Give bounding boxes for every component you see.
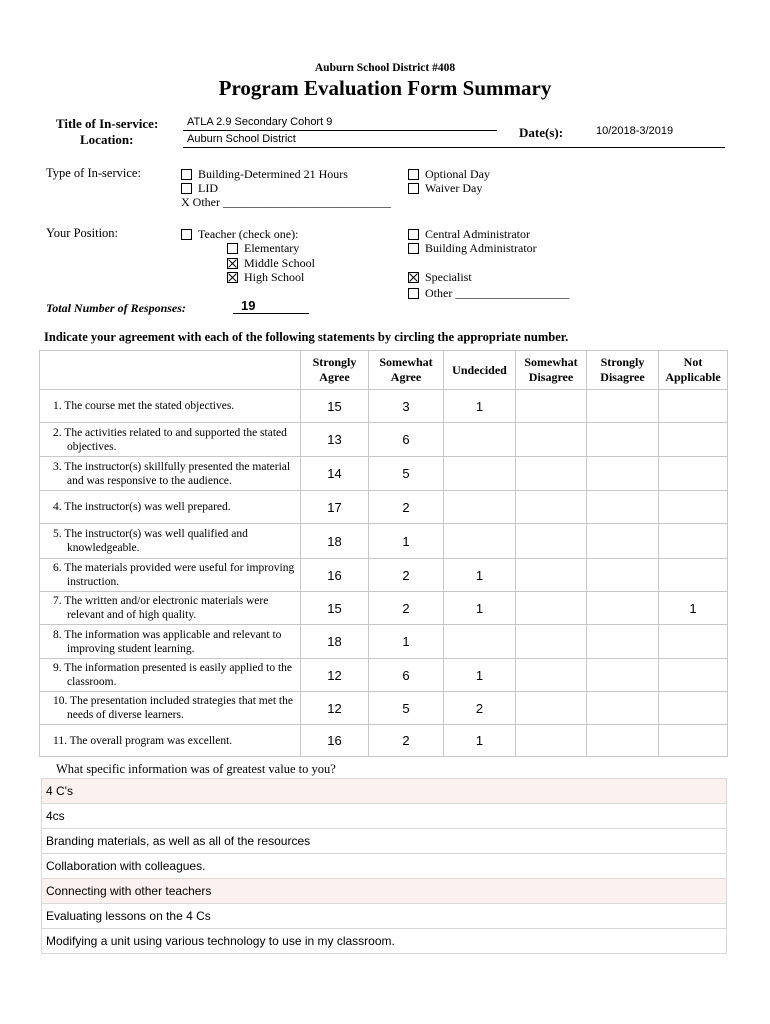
info-underline [183,147,725,148]
table-row [40,692,728,725]
cell-strongly-disagree [587,491,659,524]
cell-undecided [444,625,516,659]
header-not-applicable: Not Applicable [659,351,728,390]
inservice-option-waiver-day[interactable]: Waiver Day [408,180,482,196]
cell-undecided: 1 [444,390,516,423]
position-high-school[interactable]: High School [227,269,304,285]
statement-cell: 11. The overall program was excellent. [40,725,301,757]
cell-strongly-disagree [587,457,659,491]
cell-somewhat-disagree [516,659,587,692]
checked-checkbox-icon [408,272,419,283]
answer-text: Modifying a unit using various technology to use in my classroom. [42,929,727,954]
cell-strongly-disagree [587,390,659,423]
responses-label: Total Number of Responses: [46,301,186,315]
statement-cell: 5. The instructor(s) was well qualified and knowledgeable. [40,524,301,559]
list-item [42,854,727,879]
cell-not-applicable [659,625,728,659]
statement-cell: 10. The presentation included strategies that met the needs of diverse learners. [40,692,301,725]
responses-count: 19 [233,298,309,314]
location-value: Auburn School District [187,133,296,145]
cell-undecided [444,491,516,524]
table-row [40,725,728,757]
list-item [42,904,727,929]
statement-cell: 9. The information presented is easily applied to the classroom. [40,659,301,692]
list-item [42,829,727,854]
answers-list [41,778,727,954]
checked-checkbox-icon [227,272,238,283]
dates-label: Date(s): [519,125,564,140]
cell-somewhat-agree: 2 [369,725,444,757]
cell-somewhat-agree: 5 [369,692,444,725]
cell-strongly-agree: 16 [301,559,369,592]
dates-value: 10/2018-3/2019 [596,125,674,137]
table-row [40,659,728,692]
cell-strongly-agree: 15 [301,390,369,423]
table-row [40,423,728,457]
list-item [42,804,727,829]
checkbox-icon [227,243,238,254]
header-strongly-disagree: Strongly Disagree [587,351,659,390]
checkbox-icon [181,229,192,240]
title-label: Title of In-service: [56,116,159,131]
cell-somewhat-disagree [516,559,587,592]
cell-not-applicable [659,692,728,725]
position-elementary[interactable]: Elementary [227,240,299,256]
cell-somewhat-disagree [516,491,587,524]
cell-strongly-disagree [587,423,659,457]
checkbox-icon [408,169,419,180]
statement-cell: 1. The course met the stated objectives. [40,390,301,423]
inservice-option-optional-day[interactable]: Optional Day [408,166,490,182]
position-middle-school[interactable]: Middle School [227,255,315,271]
answer-text: 4cs [42,804,727,829]
cell-strongly-agree: 12 [301,659,369,692]
position-central-admin[interactable]: Central Administrator [408,226,530,242]
cell-strongly-disagree [587,524,659,559]
inservice-label: Type of In-service: [46,166,141,180]
cell-somewhat-agree: 1 [369,625,444,659]
ratings-table [39,350,728,757]
cell-undecided: 1 [444,659,516,692]
list-item [42,879,727,904]
cell-strongly-agree: 14 [301,457,369,491]
cell-not-applicable [659,491,728,524]
table-row [40,625,728,659]
cell-undecided [444,423,516,457]
statement-cell: 2. The activities related to and supported the stated objectives. [40,423,301,457]
cell-somewhat-disagree [516,457,587,491]
table-row [40,559,728,592]
checkbox-icon [408,288,419,299]
checkbox-icon [408,243,419,254]
cell-undecided [444,524,516,559]
cell-not-applicable [659,390,728,423]
title-value: ATLA 2.9 Secondary Cohort 9 [187,116,333,128]
cell-somewhat-agree: 3 [369,390,444,423]
cell-somewhat-disagree [516,423,587,457]
checkbox-icon [408,183,419,194]
cell-somewhat-disagree [516,524,587,559]
cell-somewhat-disagree [516,692,587,725]
table-row [40,491,728,524]
cell-undecided: 1 [444,592,516,625]
answer-text: Branding materials, as well as all of the resources [42,829,727,854]
statement-cell: 4. The instructor(s) was well prepared. [40,491,301,524]
list-item [42,929,727,954]
inservice-option-lid[interactable]: LID [181,180,218,196]
cell-strongly-disagree [587,725,659,757]
cell-somewhat-agree: 1 [369,524,444,559]
table-row [40,524,728,559]
cell-strongly-agree: 17 [301,491,369,524]
cell-strongly-disagree [587,625,659,659]
checked-checkbox-icon [227,258,238,269]
position-building-admin[interactable]: Building Administrator [408,240,537,256]
cell-strongly-disagree [587,659,659,692]
checkbox-icon [181,169,192,180]
table-header-row [40,351,728,390]
cell-strongly-disagree [587,592,659,625]
cell-undecided [444,457,516,491]
answer-text: 4 C's [42,779,727,804]
position-teacher[interactable]: Teacher (check one): [181,226,298,242]
statement-cell: 6. The materials provided were useful for improving instruction. [40,559,301,592]
cell-undecided: 2 [444,692,516,725]
cell-somewhat-agree: 5 [369,457,444,491]
cell-strongly-agree: 15 [301,592,369,625]
statement-cell: 7. The written and/or electronic materials were relevant and of high quality. [40,592,301,625]
cell-strongly-agree: 18 [301,625,369,659]
cell-somewhat-agree: 2 [369,592,444,625]
inservice-option-21hours[interactable]: Building-Determined 21 Hours [181,166,348,182]
cell-somewhat-agree: 6 [369,659,444,692]
cell-strongly-agree: 18 [301,524,369,559]
checkbox-icon [181,183,192,194]
answer-text: Collaboration with colleagues. [42,854,727,879]
cell-strongly-agree: 16 [301,725,369,757]
cell-somewhat-agree: 2 [369,559,444,592]
answer-text: Evaluating lessons on the 4 Cs [42,904,727,929]
table-row [40,592,728,625]
cell-not-applicable [659,725,728,757]
location-label: Location: [80,132,134,147]
cell-strongly-agree: 12 [301,692,369,725]
statement-cell: 3. The instructor(s) skillfully presented the material and was responsive to the audience. [40,457,301,491]
cell-not-applicable [659,559,728,592]
cell-undecided: 1 [444,559,516,592]
statement-cell: 8. The information was applicable and relevant to improving student learning. [40,625,301,659]
cell-somewhat-disagree [516,390,587,423]
cell-somewhat-agree: 2 [369,491,444,524]
position-specialist[interactable]: Specialist [408,269,472,285]
answer-text: Connecting with other teachers [42,879,727,904]
cell-not-applicable [659,457,728,491]
list-item [42,779,727,804]
header-somewhat-agree: Somewhat Agree [369,351,444,390]
cell-strongly-disagree [587,559,659,592]
inservice-option-other[interactable]: X Other ____________________________ [181,195,391,209]
cell-somewhat-disagree [516,725,587,757]
instructions: Indicate your agreement with each of the following statements by circling the appropriate number. [44,330,569,344]
cell-somewhat-disagree [516,625,587,659]
header-strongly-agree: Strongly Agree [301,351,369,390]
header-undecided: Undecided [444,351,516,390]
cell-strongly-agree: 13 [301,423,369,457]
position-label: Your Position: [46,226,119,240]
question-label: What specific information was of greatest value to you? [56,762,336,776]
cell-somewhat-disagree [516,592,587,625]
page-title: Program Evaluation Form Summary [218,76,552,100]
cell-not-applicable [659,659,728,692]
cell-somewhat-agree: 6 [369,423,444,457]
checkbox-icon [408,229,419,240]
title-underline [183,130,497,131]
cell-not-applicable: 1 [659,592,728,625]
table-row [40,457,728,491]
header-somewhat-disagree: Somewhat Disagree [516,351,587,390]
position-other[interactable]: Other ___________________ [408,285,569,301]
header-statement [40,351,301,390]
cell-undecided: 1 [444,725,516,757]
cell-not-applicable [659,524,728,559]
cell-strongly-disagree [587,692,659,725]
district-name: Auburn School District #408 [314,62,456,74]
cell-not-applicable [659,423,728,457]
table-row [40,390,728,423]
